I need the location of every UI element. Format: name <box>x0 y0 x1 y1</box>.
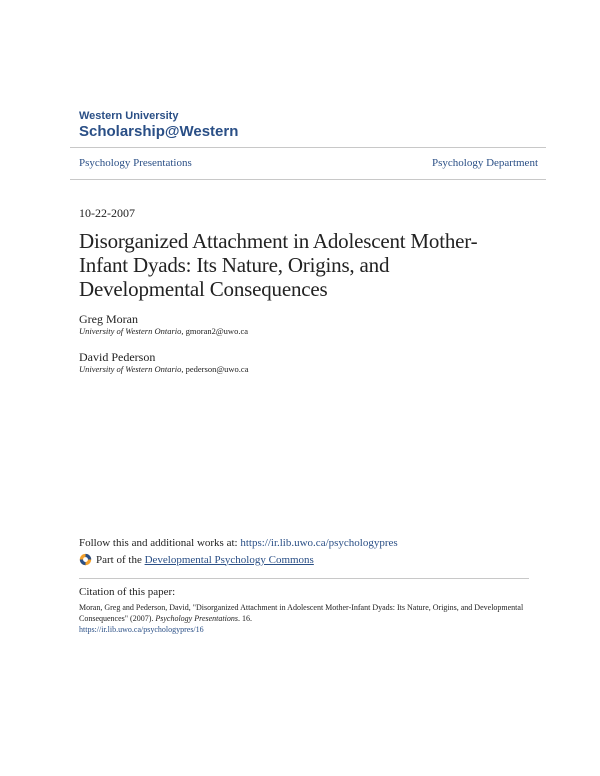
author-email: , pederson@uwo.ca <box>181 364 249 374</box>
title-line: Disorganized Attachment in Adolescent Mother- <box>79 229 478 253</box>
citation-heading: Citation of this paper: <box>79 586 176 598</box>
nav-bottom-divider <box>70 179 546 180</box>
publication-date: 10-22-2007 <box>79 206 135 220</box>
title-line: Developmental Consequences <box>79 277 328 301</box>
institution-header <box>79 110 238 141</box>
follow-line <box>79 537 398 549</box>
affiliation-name: University of Western Ontario <box>79 326 182 336</box>
author-block <box>79 312 248 337</box>
author-email: , gmoran2@uwo.ca <box>181 326 248 336</box>
author-affiliation <box>79 364 248 375</box>
affiliation-name: University of Western Ontario <box>79 364 182 374</box>
part-of-text: Part of the <box>96 553 142 566</box>
citation-url-link[interactable]: https://ir.lib.uwo.ca/psychologypres/16 <box>79 625 204 634</box>
author-name: David Pederson <box>79 350 156 364</box>
author-name: Greg Moran <box>79 312 138 326</box>
citation-number: . 16. <box>237 614 252 623</box>
nav-top-divider <box>70 147 546 148</box>
citation-text <box>79 602 529 635</box>
developmental-psychology-commons-link[interactable]: Developmental Psychology Commons <box>144 553 314 566</box>
author-affiliation <box>79 326 248 337</box>
part-of-line <box>79 553 314 566</box>
institution-name: Western University <box>79 110 179 122</box>
collection-url-link[interactable]: https://ir.lib.uwo.ca/psychologypres <box>240 537 398 549</box>
psychology-department-link[interactable]: Psychology Department <box>431 157 538 169</box>
network-logo-icon <box>79 553 92 566</box>
citation-journal: Psychology Presentations <box>155 614 238 623</box>
paper-title <box>79 229 529 301</box>
citation-divider <box>79 578 529 579</box>
author-block <box>79 350 248 375</box>
citation-main: Moran, Greg and Pederson, David, "Disorganized Attachment in Adolescent Mother-Infant Dyads: Its Nature, Origins, and Developmental Consequences" (2007). <box>79 603 524 623</box>
repository-name[interactable]: Scholarship@Western <box>79 123 239 140</box>
psychology-presentations-link[interactable]: Psychology Presentations <box>79 157 192 169</box>
title-line: Infant Dyads: Its Nature, Origins, and <box>79 253 390 277</box>
follow-text: Follow this and additional works at: <box>79 537 241 549</box>
